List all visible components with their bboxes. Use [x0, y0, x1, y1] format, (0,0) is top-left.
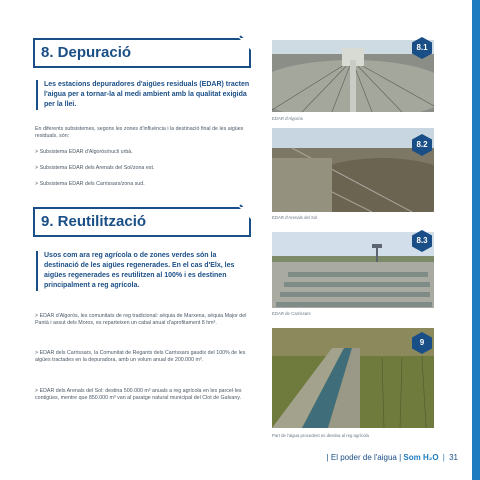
- page-number: 31: [449, 453, 458, 462]
- heading-corner: [239, 35, 250, 46]
- section-lead: Les estacions depuradores d'aigües residuals (EDAR) tracten l'aigua per a tornar-la al medi ambient amb la qualitat exigida per la llei.: [36, 80, 250, 110]
- section-title: 8. Depuració: [41, 44, 132, 61]
- side-accent-bar: [472, 0, 480, 480]
- section-intro: En diferents subsistemes, segons les zones d'influència i la destinació final de les aigües residuals, són:: [35, 126, 244, 140]
- photo-badge: [410, 229, 434, 253]
- photo-caption: EDAR d'Arenals del Sol: [272, 215, 318, 220]
- footer-prefix: | El poder de l'aigua |: [326, 453, 402, 462]
- footer-brand: Som H₂O: [403, 453, 439, 462]
- badge-number: 9: [419, 338, 425, 347]
- footer-separator: |: [442, 453, 445, 462]
- photo-badge: [410, 331, 434, 355]
- photo-badge: [410, 133, 434, 157]
- section-title: 9. Reutilització: [41, 213, 147, 230]
- page-footer: [327, 453, 458, 462]
- list-item: > EDAR d'Algorós, les comunitats de reg tradicional: sèquia de Marxena, sèquia Major del Pantà i assut dels Moros, es reparteixen un cabal anual d'aprofitament 8 hm³.: [35, 313, 247, 327]
- badge-number: 8.1: [416, 43, 428, 52]
- list-item: > EDAR dels Carrissars, la Comunitat de Regants dels Carrissars gaudix del 100% de les aigües tractades en la depuradora, amb un volum anual de 200.000 m³.: [35, 350, 246, 364]
- photo-caption: EDAR de Carrissars: [272, 311, 311, 316]
- photo-caption: EDAR d'Algorós: [272, 116, 303, 121]
- badge-number: 8.2: [416, 140, 428, 149]
- list-item: > Subsistema EDAR d'Algorós/nucli urbà.: [35, 149, 133, 155]
- section-lead: Usos com ara reg agrícola o de zones verdes són la destinació de les aigües regenerades. En el cas d'Elx, les aigües regenerades es reutilitzen al 100% i es destinen principalment a reg agrícola.: [36, 251, 250, 291]
- photo-badge: [410, 36, 434, 60]
- list-item: > Subsistema EDAR dels Arenals del Sol/zona est.: [35, 165, 155, 171]
- list-item: > EDAR dels Arenals del Sol: destina 500.000 m³ anuals a reg agrícola en les parcel·les contigües, mentre que 850.000 m³ van al paratge natural municipal del Clot de Galvany.: [35, 388, 242, 402]
- photo-caption: Part de l'aigua procedent es destina al reg agrícola: [272, 433, 369, 438]
- section-heading-depuracio: [33, 38, 251, 68]
- heading-corner: [239, 204, 250, 215]
- list-item: > Subsistema EDAR dels Carrissars/zona sud.: [35, 181, 145, 187]
- section-heading-reutilitzacio: [33, 207, 251, 237]
- badge-number: 8.3: [416, 236, 428, 245]
